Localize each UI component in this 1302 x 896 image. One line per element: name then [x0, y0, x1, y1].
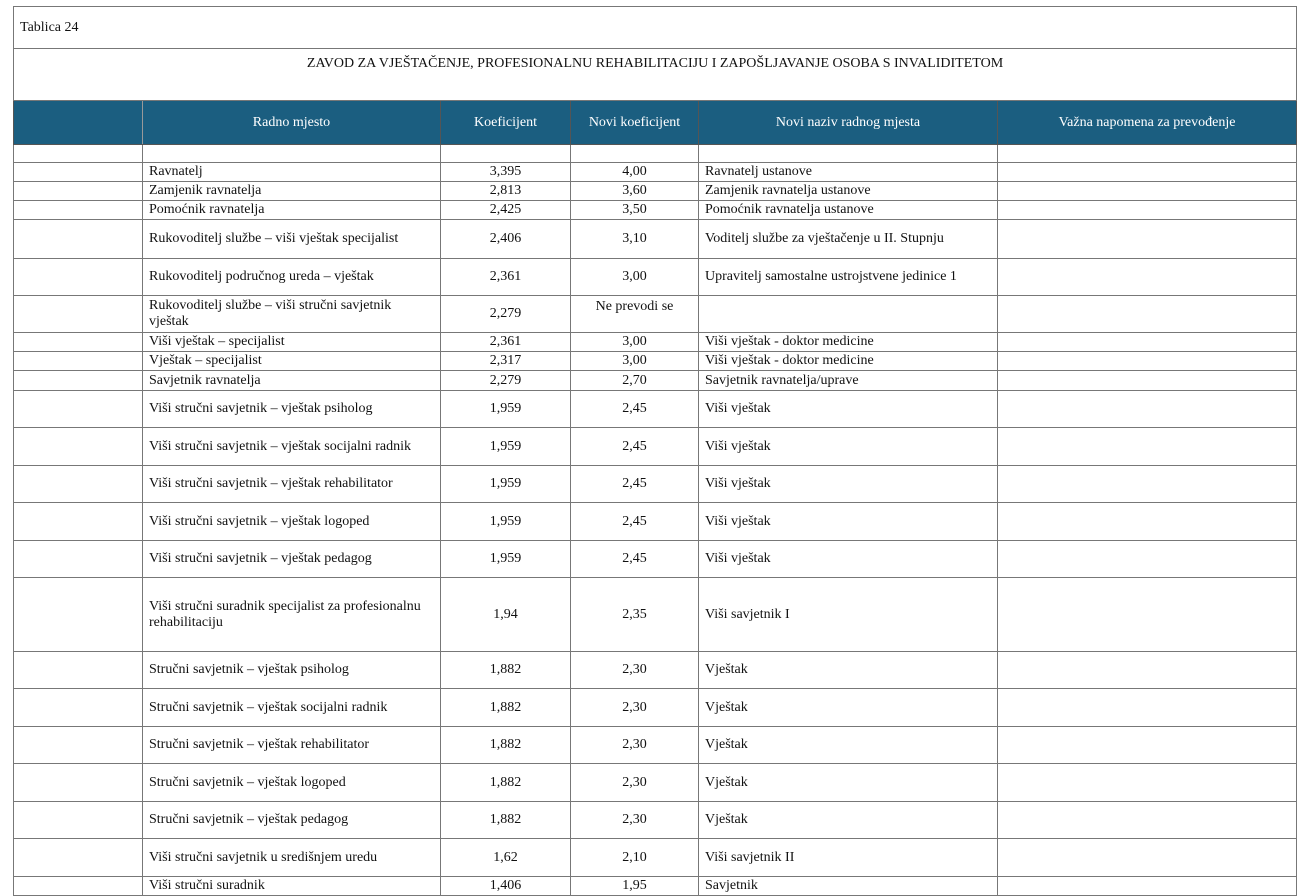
new-coefficient-cell: 2,70 [571, 371, 699, 391]
coefficient-cell: 1,406 [441, 877, 571, 896]
row-index-cell [14, 352, 143, 371]
new-coefficient-cell: 2,45 [571, 541, 699, 578]
job-title-cell: Stručni savjetnik – vještak rehabilitator [143, 727, 441, 764]
new-coefficient-cell: 3,00 [571, 352, 699, 371]
job-title-cell: Pomoćnik ravnatelja [143, 201, 441, 220]
table-row [14, 689, 1297, 727]
coefficient-cell: 1,959 [441, 428, 571, 466]
row-index-cell [14, 652, 143, 689]
header-row [14, 101, 1297, 145]
row-index-cell [14, 689, 143, 727]
table-row [14, 428, 1297, 466]
job-title-cell: Viši stručni savjetnik – vještak logoped [143, 503, 441, 541]
coefficient-cell: 2,361 [441, 333, 571, 352]
row-index-cell [14, 839, 143, 877]
new-job-name-cell: Vještak [699, 652, 998, 689]
translation-note-cell [998, 296, 1297, 333]
job-title-cell: Viši stručni savjetnik – vještak pedagog [143, 541, 441, 578]
table-row [14, 352, 1297, 371]
job-title-cell [143, 145, 441, 163]
new-job-name-cell: Upravitelj samostalne ustrojstvene jedinice 1 [699, 259, 998, 296]
job-title-cell: Stručni savjetnik – vještak pedagog [143, 802, 441, 839]
table-row [14, 163, 1297, 182]
coefficient-cell: 2,813 [441, 182, 571, 201]
new-coefficient-cell: 2,45 [571, 466, 699, 503]
new-job-name-cell: Zamjenik ravnatelja ustanove [699, 182, 998, 201]
row-index-cell [14, 333, 143, 352]
new-job-name-cell [699, 296, 998, 333]
translation-note-cell [998, 259, 1297, 296]
translation-note-cell [998, 371, 1297, 391]
job-title-cell: Viši stručni savjetnik – vještak psiholog [143, 391, 441, 428]
row-index-cell [14, 259, 143, 296]
new-job-name-cell: Viši savjetnik I [699, 578, 998, 652]
new-coefficient-cell: 2,30 [571, 689, 699, 727]
table-row [14, 391, 1297, 428]
table-row [14, 839, 1297, 877]
new-coefficient-cell: 2,30 [571, 764, 699, 802]
table-row [14, 652, 1297, 689]
table-row [14, 578, 1297, 652]
job-title-cell: Rukovoditelj službe – viši stručni savjetnik vještak [143, 296, 441, 333]
job-title-cell: Viši stručni savjetnik – vještak rehabilitator [143, 466, 441, 503]
coefficient-cell: 1,94 [441, 578, 571, 652]
job-title-cell: Rukovoditelj područnog ureda – vještak [143, 259, 441, 296]
coefficient-cell: 2,279 [441, 296, 571, 333]
job-title-cell: Viši stručni savjetnik – vještak socijalni radnik [143, 428, 441, 466]
translation-note-cell [998, 578, 1297, 652]
job-title-cell: Stručni savjetnik – vještak socijalni radnik [143, 689, 441, 727]
row-index-cell [14, 371, 143, 391]
translation-note-cell [998, 391, 1297, 428]
header-novi-koeficijent: Novi koeficijent [571, 101, 699, 145]
table-row [14, 503, 1297, 541]
coefficient-cell: 1,62 [441, 839, 571, 877]
new-job-name-cell: Viši vještak [699, 503, 998, 541]
translation-note-cell [998, 428, 1297, 466]
new-coefficient-cell: 3,10 [571, 220, 699, 259]
coefficient-cell: 1,959 [441, 541, 571, 578]
translation-note-cell [998, 503, 1297, 541]
table-row [14, 764, 1297, 802]
new-job-name-cell: Vještak [699, 764, 998, 802]
table-row [14, 802, 1297, 839]
new-job-name-cell: Savjetnik ravnatelja/uprave [699, 371, 998, 391]
translation-note-cell [998, 802, 1297, 839]
row-index-cell [14, 145, 143, 163]
job-title-cell: Viši vještak – specijalist [143, 333, 441, 352]
new-job-name-cell: Vještak [699, 689, 998, 727]
row-index-cell [14, 727, 143, 764]
coefficient-cell: 1,959 [441, 466, 571, 503]
coefficient-cell: 2,406 [441, 220, 571, 259]
header-novi-naziv: Novi naziv radnog mjesta [699, 101, 998, 145]
new-job-name-cell: Viši vještak [699, 541, 998, 578]
new-coefficient-cell: Ne prevodi se [571, 296, 699, 333]
table-row [14, 259, 1297, 296]
coefficient-cell: 1,959 [441, 503, 571, 541]
job-title-cell: Zamjenik ravnatelja [143, 182, 441, 201]
row-index-cell [14, 220, 143, 259]
row-index-cell [14, 163, 143, 182]
coefficient-cell: 2,425 [441, 201, 571, 220]
job-title-cell: Viši stručni savjetnik u središnjem uredu [143, 839, 441, 877]
job-title-cell: Savjetnik ravnatelja [143, 371, 441, 391]
coefficient-cell: 2,279 [441, 371, 571, 391]
job-title-cell: Viši stručni suradnik [143, 877, 441, 896]
table-row [14, 727, 1297, 764]
row-index-cell [14, 296, 143, 333]
table-row [14, 220, 1297, 259]
row-index-cell [14, 503, 143, 541]
row-index-cell [14, 182, 143, 201]
translation-note-cell [998, 541, 1297, 578]
new-job-name-cell: Voditelj službe za vještačenje u II. Stupnju [699, 220, 998, 259]
new-coefficient-cell: 3,00 [571, 333, 699, 352]
new-job-name-cell: Viši vještak - doktor medicine [699, 352, 998, 371]
translation-note-cell [998, 764, 1297, 802]
new-job-name-cell: Viši vještak [699, 428, 998, 466]
row-index-cell [14, 541, 143, 578]
table-row [14, 201, 1297, 220]
job-title-cell: Vještak – specijalist [143, 352, 441, 371]
new-coefficient-cell: 2,35 [571, 578, 699, 652]
coefficient-cell: 2,317 [441, 352, 571, 371]
new-job-name-cell: Vještak [699, 727, 998, 764]
new-coefficient-cell: 4,00 [571, 163, 699, 182]
table-row [14, 145, 1297, 163]
header-radno-mjesto: Radno mjesto [143, 101, 441, 145]
header-blank [14, 101, 143, 145]
translation-note-cell [998, 201, 1297, 220]
translation-note-cell [998, 352, 1297, 371]
table-row [14, 466, 1297, 503]
new-coefficient-cell: 3,00 [571, 259, 699, 296]
row-index-cell [14, 466, 143, 503]
row-index-cell [14, 201, 143, 220]
new-coefficient-cell: 2,10 [571, 839, 699, 877]
translation-note-cell [998, 727, 1297, 764]
new-coefficient-cell: 2,30 [571, 727, 699, 764]
coefficient-cell: 1,882 [441, 652, 571, 689]
job-title-cell: Stručni savjetnik – vještak logoped [143, 764, 441, 802]
new-job-name-cell: Pomoćnik ravnatelja ustanove [699, 201, 998, 220]
header-napomena: Važna napomena za prevođenje [998, 101, 1297, 145]
table-row [14, 541, 1297, 578]
translation-note-cell [998, 333, 1297, 352]
table-row [14, 296, 1297, 333]
new-job-name-cell: Viši savjetnik II [699, 839, 998, 877]
new-coefficient-cell: 2,45 [571, 428, 699, 466]
row-index-cell [14, 802, 143, 839]
coefficient-table [13, 6, 1297, 896]
translation-note-cell [998, 145, 1297, 163]
coefficient-cell: 1,882 [441, 727, 571, 764]
row-index-cell [14, 578, 143, 652]
translation-note-cell [998, 163, 1297, 182]
new-coefficient-cell: 2,30 [571, 802, 699, 839]
translation-note-cell [998, 839, 1297, 877]
new-job-name-cell: Ravnatelj ustanove [699, 163, 998, 182]
table-caption: Tablica 24 [14, 7, 1297, 49]
job-title-cell: Stručni savjetnik – vještak psiholog [143, 652, 441, 689]
job-title-cell: Rukovoditelj službe – viši vještak specijalist [143, 220, 441, 259]
coefficient-cell: 1,882 [441, 764, 571, 802]
table-title: ZAVOD ZA VJEŠTAČENJE, PROFESIONALNU REHABILITACIJU I ZAPOŠLJAVANJE OSOBA S INVALIDITETOM [14, 49, 1297, 101]
new-coefficient-cell: 2,45 [571, 391, 699, 428]
table-row [14, 371, 1297, 391]
row-index-cell [14, 428, 143, 466]
row-index-cell [14, 764, 143, 802]
table-row [14, 182, 1297, 201]
header-koeficijent: Koeficijent [441, 101, 571, 145]
document-table-wrapper [13, 6, 1296, 896]
row-index-cell [14, 391, 143, 428]
coefficient-cell: 2,361 [441, 259, 571, 296]
new-coefficient-cell: 2,30 [571, 652, 699, 689]
new-coefficient-cell: 1,95 [571, 877, 699, 896]
coefficient-cell: 3,395 [441, 163, 571, 182]
coefficient-cell: 1,882 [441, 802, 571, 839]
new-coefficient-cell: 2,45 [571, 503, 699, 541]
new-job-name-cell: Viši vještak - doktor medicine [699, 333, 998, 352]
coefficient-cell [441, 145, 571, 163]
coefficient-cell: 1,882 [441, 689, 571, 727]
translation-note-cell [998, 466, 1297, 503]
new-job-name-cell: Savjetnik [699, 877, 998, 896]
job-title-cell: Viši stručni suradnik specijalist za profesionalnu rehabilitaciju [143, 578, 441, 652]
new-job-name-cell: Vještak [699, 802, 998, 839]
new-job-name-cell: Viši vještak [699, 466, 998, 503]
translation-note-cell [998, 689, 1297, 727]
new-job-name-cell [699, 145, 998, 163]
new-job-name-cell: Viši vještak [699, 391, 998, 428]
translation-note-cell [998, 652, 1297, 689]
job-title-cell: Ravnatelj [143, 163, 441, 182]
table-row [14, 333, 1297, 352]
new-coefficient-cell: 3,60 [571, 182, 699, 201]
translation-note-cell [998, 220, 1297, 259]
new-coefficient-cell: 3,50 [571, 201, 699, 220]
translation-note-cell [998, 182, 1297, 201]
new-coefficient-cell [571, 145, 699, 163]
coefficient-cell: 1,959 [441, 391, 571, 428]
